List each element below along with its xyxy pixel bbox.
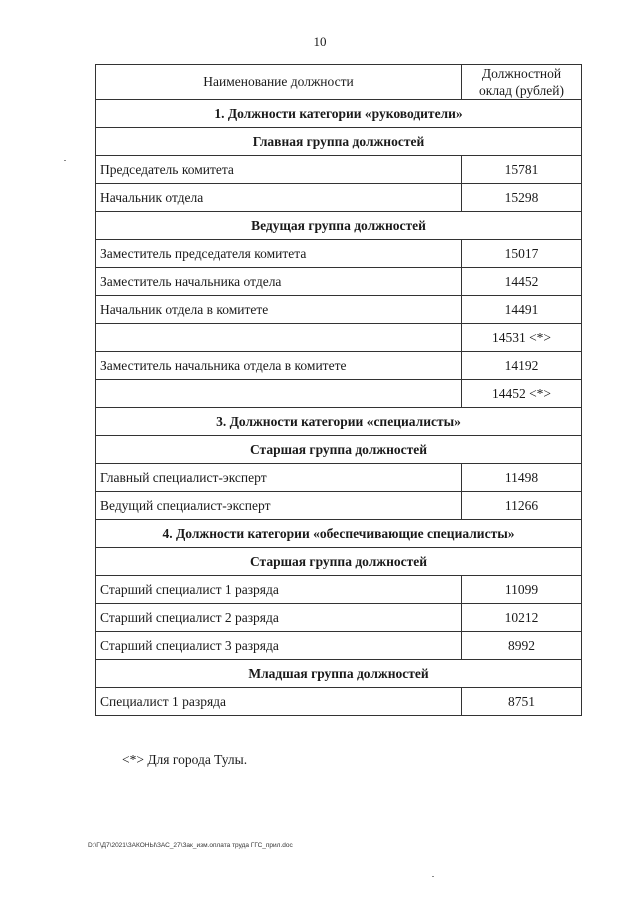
table-row <box>96 492 582 520</box>
group-row <box>96 212 582 240</box>
category-heading: 1. Должности категории «руководители» <box>96 100 582 128</box>
group-row <box>96 128 582 156</box>
group-heading: Главная группа должностей <box>96 128 582 156</box>
table-row <box>96 352 582 380</box>
table-row <box>96 240 582 268</box>
salary-cell: 14531 <*> <box>462 324 582 352</box>
group-heading: Младшая группа должностей <box>96 660 582 688</box>
salary-cell: 14452 <box>462 268 582 296</box>
salary-cell: 11099 <box>462 576 582 604</box>
position-name-cell <box>96 380 462 408</box>
group-row <box>96 660 582 688</box>
position-name-cell: Заместитель начальника отдела <box>96 268 462 296</box>
salary-cell: 14491 <box>462 296 582 324</box>
salary-cell: 10212 <box>462 604 582 632</box>
salary-cell: 15017 <box>462 240 582 268</box>
table-row <box>96 156 582 184</box>
salary-cell: 11266 <box>462 492 582 520</box>
position-name-cell: Председатель комитета <box>96 156 462 184</box>
group-heading: Старшая группа должностей <box>96 436 582 464</box>
table-row <box>96 604 582 632</box>
salary-cell: 11498 <box>462 464 582 492</box>
table-row <box>96 464 582 492</box>
group-row <box>96 436 582 464</box>
salary-table <box>95 64 582 716</box>
file-path: D:\Г\Д7\2021\ЗАКОНЫ\ЗАС_27\Зак_изм.оплата труда ГГС_прил.doc <box>88 842 293 849</box>
category-row <box>96 100 582 128</box>
group-row <box>96 548 582 576</box>
scan-speck <box>432 876 434 877</box>
salary-cell: 8751 <box>462 688 582 716</box>
group-heading: Ведущая группа должностей <box>96 212 582 240</box>
group-heading: Старшая группа должностей <box>96 548 582 576</box>
table-header-row <box>96 65 582 100</box>
header-salary: Должностной оклад (рублей) <box>462 65 582 100</box>
salary-cell: 8992 <box>462 632 582 660</box>
table-row <box>96 688 582 716</box>
salary-cell: 15298 <box>462 184 582 212</box>
header-position-name: Наименование должности <box>96 65 462 100</box>
table-row <box>96 632 582 660</box>
scan-speck <box>64 160 66 161</box>
category-heading: 4. Должности категории «обеспечивающие специалисты» <box>96 520 582 548</box>
table-row <box>96 268 582 296</box>
position-name-cell: Главный специалист-эксперт <box>96 464 462 492</box>
category-heading: 3. Должности категории «специалисты» <box>96 408 582 436</box>
position-name-cell <box>96 324 462 352</box>
table-row <box>96 324 582 352</box>
position-name-cell: Старший специалист 1 разряда <box>96 576 462 604</box>
table-row <box>96 296 582 324</box>
position-name-cell: Начальник отдела в комитете <box>96 296 462 324</box>
salary-cell: 15781 <box>462 156 582 184</box>
footnote: <*> Для города Тулы. <box>122 752 248 767</box>
position-name-cell: Старший специалист 2 разряда <box>96 604 462 632</box>
salary-cell: 14192 <box>462 352 582 380</box>
position-name-cell: Заместитель начальника отдела в комитете <box>96 352 462 380</box>
position-name-cell: Старший специалист 3 разряда <box>96 632 462 660</box>
position-name-cell: Специалист 1 разряда <box>96 688 462 716</box>
table-row <box>96 576 582 604</box>
salary-cell: 14452 <*> <box>462 380 582 408</box>
table-row <box>96 184 582 212</box>
table-body <box>96 100 582 716</box>
page-number: 10 <box>313 34 327 49</box>
table-row <box>96 380 582 408</box>
category-row <box>96 408 582 436</box>
position-name-cell: Заместитель председателя комитета <box>96 240 462 268</box>
position-name-cell: Ведущий специалист-эксперт <box>96 492 462 520</box>
position-name-cell: Начальник отдела <box>96 184 462 212</box>
category-row <box>96 520 582 548</box>
